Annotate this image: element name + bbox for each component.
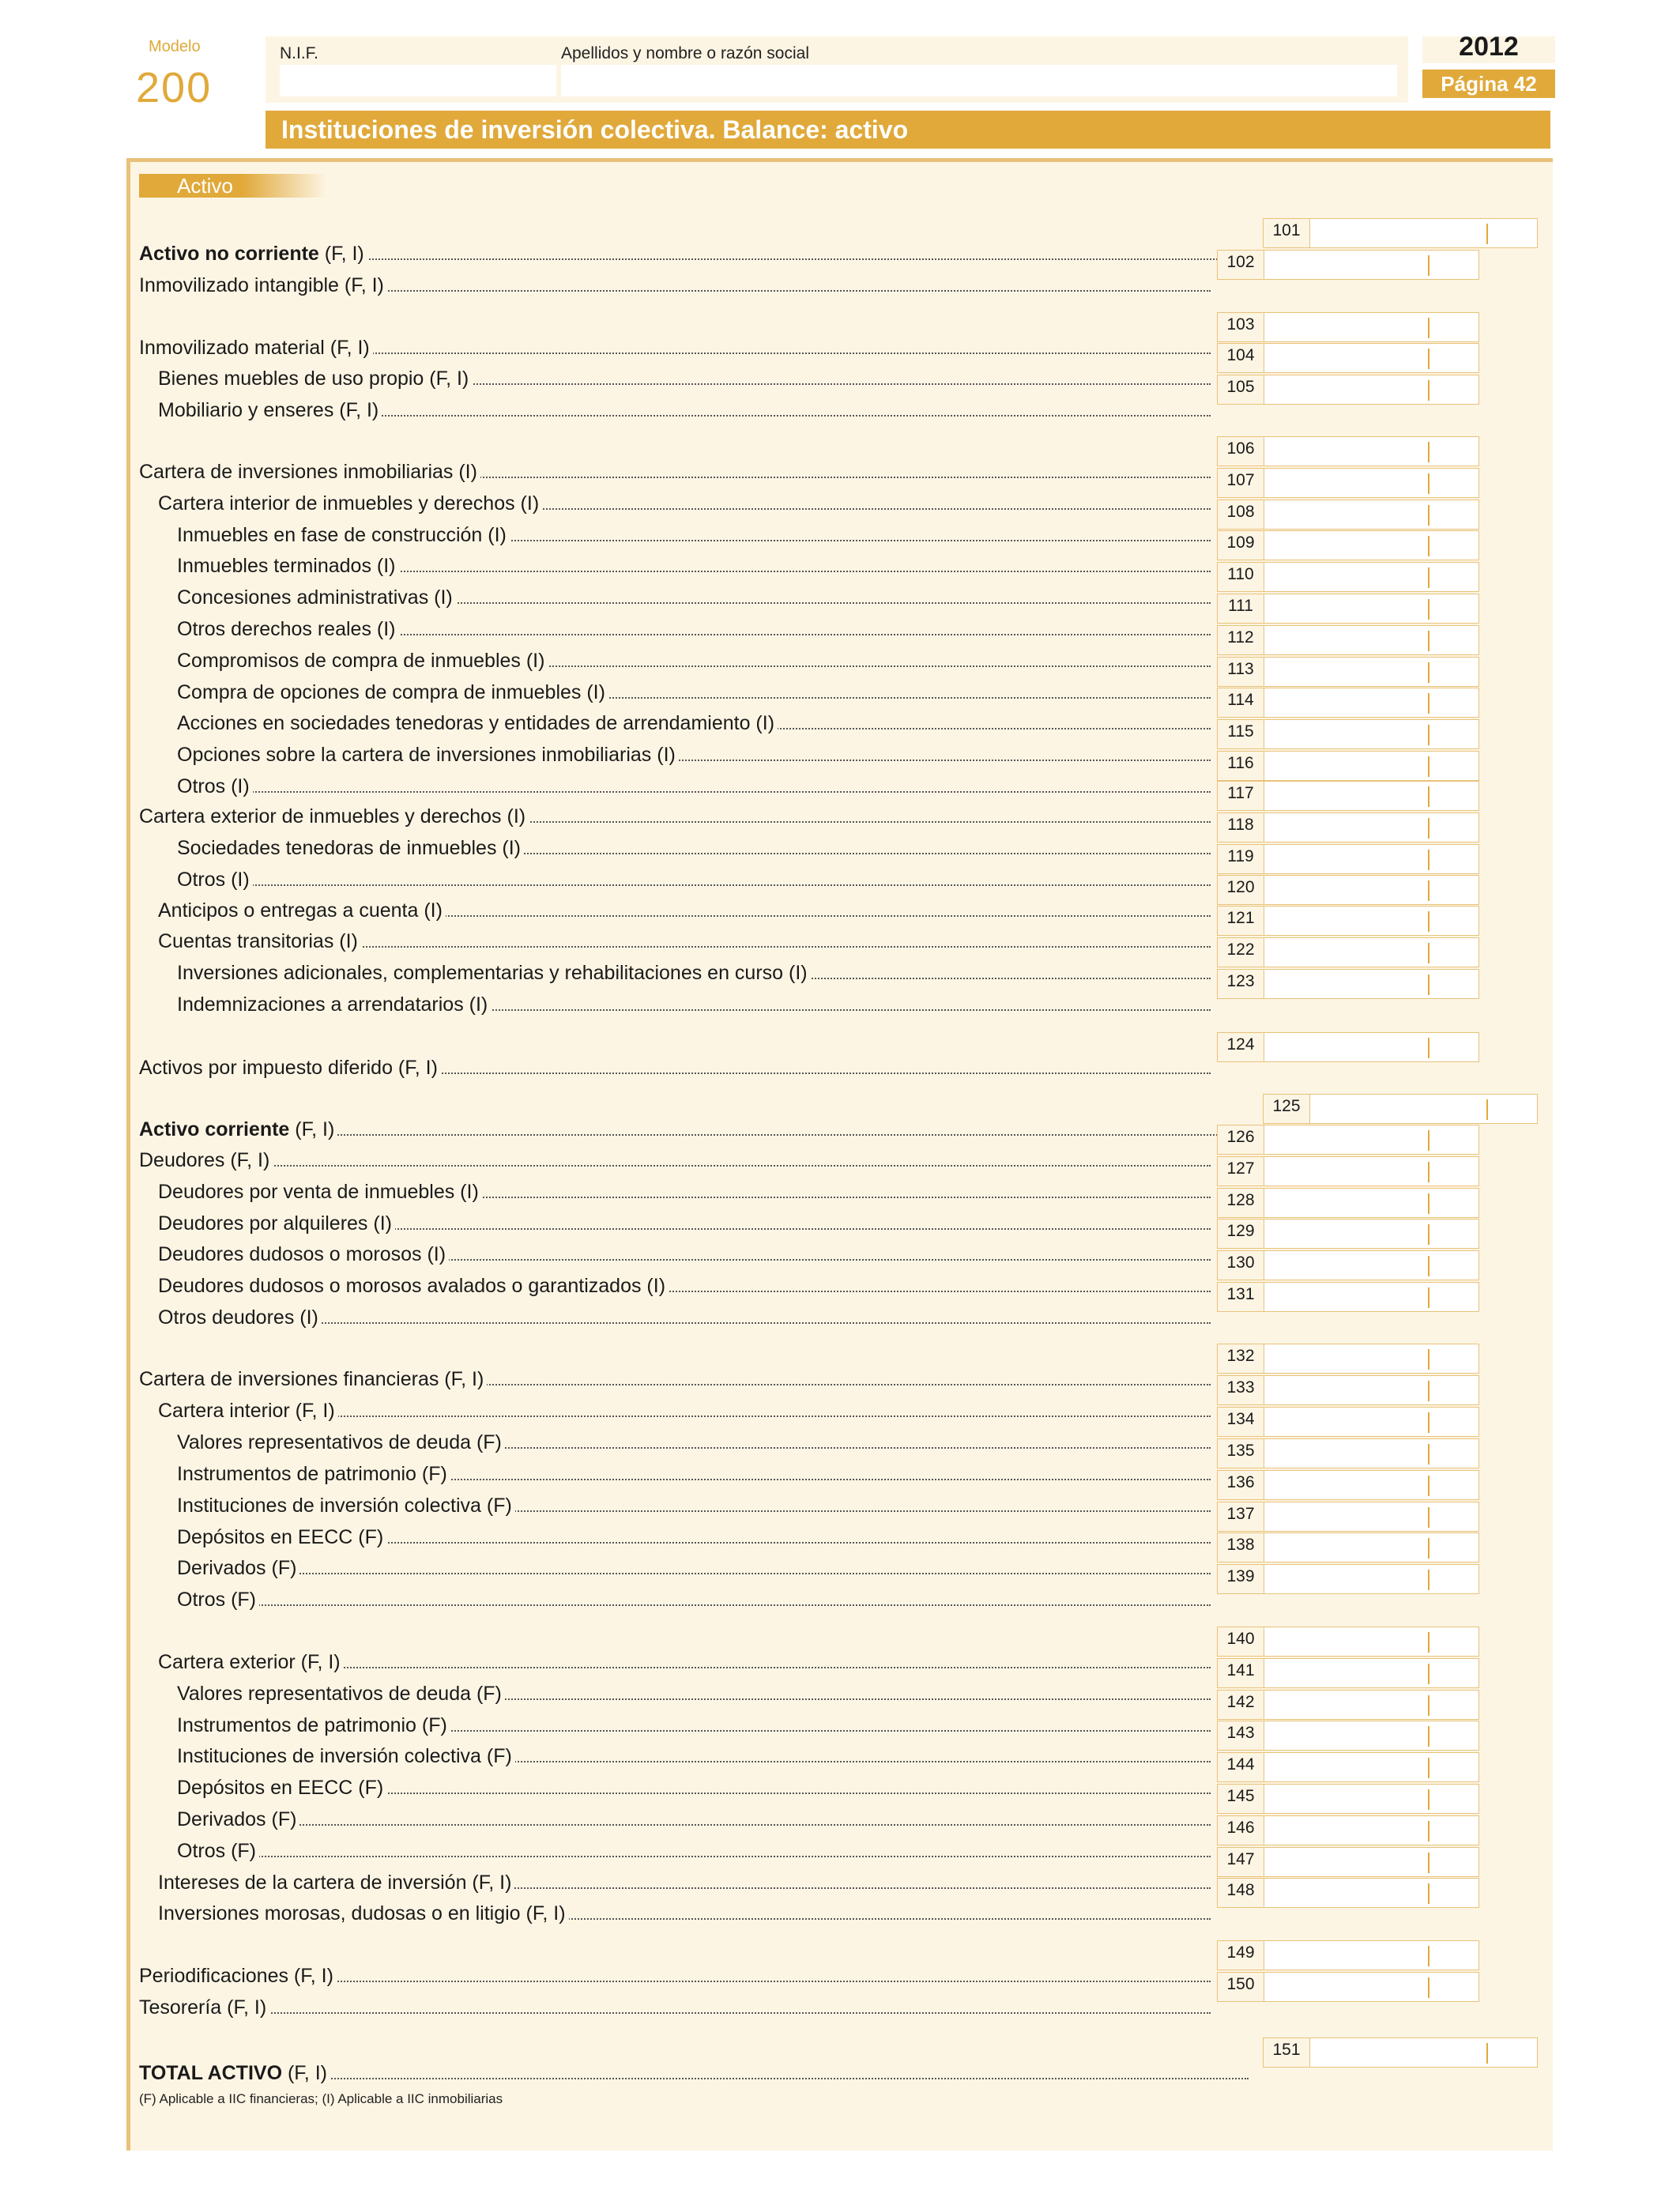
row-label-text: Intereses de la cartera de inversión (F, I) — [158, 1872, 512, 1894]
amount-field[interactable] — [1217, 312, 1479, 342]
row-label-text: Inmuebles terminados (I) — [177, 555, 396, 577]
box-code: 120 — [1218, 876, 1264, 904]
row-label — [158, 1650, 1211, 1674]
box-code: 104 — [1218, 344, 1264, 372]
box-code: 151 — [1264, 2038, 1310, 2067]
row-label-text: Otros (I) — [177, 869, 250, 891]
decimal-separator — [1428, 756, 1430, 777]
row-label-text: Otros derechos reales (I) — [177, 618, 396, 640]
nif-label: N.I.F. — [280, 44, 319, 62]
amount-field[interactable] — [1217, 1156, 1479, 1186]
row-label-text: Valores representativos de deuda (F) — [177, 1431, 502, 1453]
decimal-separator — [1428, 473, 1430, 494]
footnote: (F) Aplicable a IIC financieras; (I) Aplicable a IIC inmobiliarias — [139, 2091, 503, 2106]
decimal-separator — [1428, 1695, 1430, 1716]
row-label-text: Deudores dudosos o morosos avalados o garantizados (I) — [158, 1275, 666, 1297]
box-code: 116 — [1218, 752, 1264, 780]
decimal-separator — [1486, 224, 1488, 244]
row-label — [177, 961, 1211, 985]
decimal-separator — [1428, 599, 1430, 620]
row-label-text: Instrumentos de patrimonio (F) — [177, 1714, 447, 1736]
amount-field[interactable] — [1217, 468, 1479, 498]
box-code: 126 — [1218, 1125, 1264, 1154]
decimal-separator — [1428, 1256, 1430, 1276]
box-code: 101 — [1264, 219, 1310, 247]
amount-field[interactable] — [1217, 1532, 1479, 1563]
box-code: 114 — [1218, 688, 1264, 717]
decimal-separator — [1428, 1632, 1430, 1653]
box-code: 137 — [1218, 1502, 1264, 1531]
decimal-separator — [1428, 880, 1430, 901]
row-label-text: Deudores por venta de inmuebles (I) — [158, 1181, 479, 1203]
row-label — [158, 1180, 1211, 1204]
amount-field[interactable] — [1217, 781, 1479, 811]
row-label-text: Mobiliario y enseres (F, I) — [158, 399, 379, 421]
box-code: 112 — [1218, 626, 1264, 654]
row-label — [139, 460, 1211, 484]
row-label — [158, 367, 1211, 390]
box-code: 143 — [1218, 1721, 1264, 1750]
row-label-text: Cuentas transitorias (I) — [158, 930, 358, 952]
amount-field[interactable] — [1217, 1815, 1479, 1845]
amount-field[interactable] — [1217, 1250, 1479, 1280]
box-code: 140 — [1218, 1627, 1264, 1656]
amount-field[interactable] — [1217, 1627, 1479, 1657]
box-code: 124 — [1218, 1033, 1264, 1061]
row-label — [177, 649, 1211, 673]
row-label-text: Compra de opciones de compra de inmuebles (I) — [177, 681, 605, 703]
row-label — [177, 1808, 1211, 1831]
amount-field[interactable] — [1217, 1502, 1479, 1532]
name-label: Apellidos y nombre o razón social — [561, 44, 809, 62]
decimal-separator — [1428, 911, 1430, 932]
amount-field[interactable] — [1217, 969, 1479, 999]
row-label — [158, 1212, 1211, 1235]
decimal-separator — [1428, 1883, 1430, 1904]
row-label — [177, 1494, 1211, 1517]
row-label — [158, 929, 1211, 953]
year-text: 2012 — [1459, 32, 1519, 62]
page-badge: Página 42 — [1422, 70, 1555, 98]
box-code: 110 — [1218, 563, 1264, 591]
row-label-suffix: (F, I) — [289, 1118, 335, 1140]
row-label-text: Otros (F) — [177, 1589, 256, 1611]
row-label — [177, 836, 1211, 860]
box-code: 150 — [1218, 1973, 1264, 2001]
row-label — [177, 711, 1211, 735]
row-label — [158, 1274, 1211, 1298]
row-label-text: Cartera de inversiones inmobiliarias (I) — [139, 461, 477, 483]
amount-field[interactable] — [1217, 594, 1479, 624]
decimal-separator — [1428, 380, 1430, 401]
row-label-text: Depósitos en EECC (F) — [177, 1777, 384, 1799]
row-label-text: Bienes muebles de uso propio (F, I) — [158, 368, 469, 390]
decimal-separator — [1428, 1224, 1430, 1245]
row-label — [158, 899, 1211, 922]
decimal-separator — [1486, 2043, 1488, 2064]
row-label — [139, 242, 1249, 266]
row-label-text: Inmovilizado material (F, I) — [139, 337, 370, 359]
decimal-separator — [1428, 255, 1430, 276]
box-code: 103 — [1218, 313, 1264, 341]
decimal-separator — [1428, 631, 1430, 651]
amount-field[interactable] — [1217, 1784, 1479, 1814]
row-label-suffix: (F, I) — [282, 2062, 327, 2084]
amount-field[interactable] — [1217, 1344, 1479, 1374]
row-label-text: Otros deudores (I) — [158, 1306, 318, 1329]
row-label-text: Activo corriente — [139, 1118, 290, 1140]
amount-field[interactable] — [1217, 1219, 1479, 1249]
box-code: 133 — [1218, 1376, 1264, 1404]
amount-field[interactable] — [1217, 844, 1479, 874]
decimal-separator — [1428, 567, 1430, 588]
row-label-text: Compromisos de compra de inmuebles (I) — [177, 650, 545, 672]
box-code: 128 — [1218, 1189, 1264, 1217]
row-label — [158, 398, 1211, 422]
row-label-text: Deudores (F, I) — [139, 1149, 270, 1171]
decimal-separator — [1428, 1507, 1430, 1528]
box-code: 139 — [1218, 1565, 1264, 1593]
decimal-separator — [1428, 1287, 1430, 1308]
row-label-text: Indemnizaciones a arrendatarios (I) — [177, 993, 488, 1016]
amount-field[interactable] — [1217, 1658, 1479, 1688]
box-code: 119 — [1218, 845, 1264, 873]
modelo-label: Modelo — [149, 38, 201, 55]
row-label-text: Activos por impuesto diferido (F, I) — [139, 1057, 438, 1079]
decimal-separator — [1428, 1444, 1430, 1465]
amount-field[interactable] — [1217, 937, 1479, 967]
row-label — [177, 1431, 1211, 1454]
box-code: 105 — [1218, 375, 1264, 404]
amount-field[interactable] — [1217, 1125, 1479, 1155]
row-label-text: Valores representativos de deuda (F) — [177, 1683, 502, 1705]
amount-field[interactable] — [1217, 436, 1479, 466]
row-label-text: Instrumentos de patrimonio (F) — [177, 1463, 447, 1485]
row-label-text: Cartera exterior de inmuebles y derechos (I) — [139, 805, 526, 827]
row-label — [139, 1148, 1211, 1172]
row-label-suffix: (F, I) — [318, 243, 364, 265]
row-label-text: Inmovilizado intangible (F, I) — [139, 274, 384, 296]
amount-field[interactable] — [1217, 688, 1479, 718]
amount-field[interactable] — [1217, 906, 1479, 936]
amount-field[interactable] — [1217, 499, 1479, 530]
decimal-separator — [1428, 725, 1430, 745]
amount-field[interactable] — [1217, 1407, 1479, 1437]
box-code: 132 — [1218, 1344, 1264, 1373]
decimal-separator — [1428, 1853, 1430, 1873]
box-code: 123 — [1218, 970, 1264, 998]
row-label — [158, 1902, 1211, 1925]
row-label-text: Concesiones administrativas (I) — [177, 586, 453, 609]
row-label-text: Depósitos en EECC (F) — [177, 1526, 384, 1548]
row-label-text: Cartera exterior (F, I) — [158, 1651, 341, 1673]
amount-field[interactable] — [1217, 375, 1479, 405]
amount-field[interactable] — [1217, 1847, 1479, 1877]
amount-field[interactable] — [1217, 1282, 1479, 1312]
row-label — [177, 743, 1211, 767]
row-label — [139, 2061, 1249, 2085]
decimal-separator — [1428, 349, 1430, 369]
row-label-text: Derivados (F) — [177, 1808, 297, 1830]
decimal-separator — [1428, 943, 1430, 963]
row-label — [177, 617, 1211, 641]
row-label — [139, 805, 1211, 828]
amount-field[interactable] — [1217, 751, 1479, 781]
box-code: 134 — [1218, 1408, 1264, 1436]
row-label — [158, 1306, 1211, 1329]
box-code: 115 — [1218, 720, 1264, 748]
box-code: 108 — [1218, 500, 1264, 529]
page-title: Instituciones de inversión colectiva. Balance: activo — [281, 115, 909, 144]
decimal-separator — [1428, 1162, 1430, 1182]
box-code: 131 — [1218, 1283, 1264, 1311]
box-code: 102 — [1218, 251, 1264, 279]
box-code: 147 — [1218, 1848, 1264, 1876]
amount-field[interactable] — [1217, 812, 1479, 843]
row-label-text: Otros (F) — [177, 1840, 256, 1862]
decimal-separator — [1428, 850, 1430, 870]
box-code: 122 — [1218, 938, 1264, 967]
amount-field[interactable] — [1217, 1470, 1479, 1500]
section-tab-activo: Activo — [139, 174, 327, 198]
row-label-text: Cartera interior de inmuebles y derechos (I) — [158, 492, 540, 515]
row-label-text: Instituciones de inversión colectiva (F) — [177, 1745, 512, 1767]
row-label-text: Activo no corriente — [139, 243, 319, 265]
row-label — [139, 1056, 1211, 1080]
decimal-separator — [1428, 1476, 1430, 1496]
box-code: 149 — [1218, 1941, 1264, 1970]
amount-field[interactable] — [1217, 657, 1479, 687]
decimal-separator — [1428, 693, 1430, 714]
box-code: 109 — [1218, 531, 1264, 560]
amount-field[interactable] — [1217, 1878, 1479, 1908]
row-label — [177, 1744, 1211, 1768]
amount-field[interactable] — [1217, 1690, 1479, 1720]
row-label-text: Cartera interior (F, I) — [158, 1400, 335, 1422]
row-label — [177, 868, 1211, 892]
row-label — [158, 1399, 1211, 1423]
decimal-separator — [1428, 818, 1430, 839]
row-label — [177, 1776, 1211, 1800]
row-label-text: Sociedades tenedoras de inmuebles (I) — [177, 837, 521, 859]
decimal-separator — [1428, 442, 1430, 462]
box-code: 107 — [1218, 469, 1264, 497]
row-label — [177, 680, 1211, 704]
decimal-separator — [1486, 1099, 1488, 1120]
box-code: 106 — [1218, 437, 1264, 466]
box-code: 144 — [1218, 1753, 1264, 1781]
decimal-separator — [1428, 1570, 1430, 1590]
row-label — [177, 1682, 1211, 1706]
row-label — [177, 775, 1211, 798]
decimal-separator — [1428, 662, 1430, 683]
decimal-separator — [1428, 1381, 1430, 1401]
box-code: 146 — [1218, 1816, 1264, 1845]
decimal-separator — [1428, 1193, 1430, 1214]
row-label — [139, 1996, 1211, 2019]
box-code: 136 — [1218, 1471, 1264, 1499]
row-label — [158, 492, 1211, 515]
amount-field[interactable] — [1217, 1032, 1479, 1062]
box-code: 145 — [1218, 1785, 1264, 1813]
row-label — [139, 336, 1211, 360]
box-code: 141 — [1218, 1659, 1264, 1687]
decimal-separator — [1428, 1538, 1430, 1559]
row-label — [158, 1242, 1211, 1266]
row-label — [177, 554, 1211, 578]
amount-field[interactable] — [1217, 250, 1479, 280]
box-code: 121 — [1218, 907, 1264, 935]
row-label — [158, 1871, 1211, 1894]
row-label-text: Periodificaciones (F, I) — [139, 1965, 333, 1987]
box-code: 142 — [1218, 1691, 1264, 1719]
amount-field[interactable] — [1217, 1972, 1479, 2002]
row-label-text: Otros (I) — [177, 775, 250, 797]
row-label-text: Deudores por alquileres (I) — [158, 1212, 392, 1235]
decimal-separator — [1428, 536, 1430, 556]
row-label-text: Deudores dudosos o morosos (I) — [158, 1243, 446, 1265]
row-label-text: Anticipos o entregas a cuenta (I) — [158, 899, 443, 922]
decimal-separator — [1428, 974, 1430, 995]
decimal-separator — [1428, 786, 1430, 807]
box-code: 111 — [1218, 594, 1264, 623]
decimal-separator — [1428, 1038, 1430, 1058]
box-code: 138 — [1218, 1533, 1264, 1562]
box-code: 130 — [1218, 1251, 1264, 1280]
amount-field[interactable] — [1263, 218, 1538, 248]
row-label-text: Inversiones morosas, dudosas o en litigio (F, I) — [158, 1902, 566, 1924]
box-code: 118 — [1218, 813, 1264, 842]
row-label — [177, 1839, 1211, 1863]
decimal-separator — [1428, 1664, 1430, 1684]
box-code: 125 — [1264, 1095, 1310, 1123]
box-code: 117 — [1218, 782, 1264, 810]
row-label-text: Inversiones adicionales, complementarias y rehabilitaciones en curso (I) — [177, 962, 808, 984]
nif-field[interactable] — [280, 65, 556, 96]
decimal-separator — [1428, 318, 1430, 338]
amount-field[interactable] — [1217, 719, 1479, 749]
row-label-text: Cartera de inversiones financieras (F, I) — [139, 1368, 484, 1390]
decimal-separator — [1428, 505, 1430, 526]
row-label — [177, 1462, 1211, 1486]
name-field[interactable] — [561, 65, 1397, 96]
row-label — [177, 1556, 1211, 1580]
row-label — [177, 1713, 1211, 1737]
amount-field[interactable] — [1217, 1188, 1479, 1218]
box-code: 129 — [1218, 1220, 1264, 1248]
decimal-separator — [1428, 1977, 1430, 1998]
box-code: 135 — [1218, 1439, 1264, 1468]
modelo-number: 200 — [136, 64, 213, 111]
row-label-text: TOTAL ACTIVO — [139, 2062, 283, 2084]
decimal-separator — [1428, 1821, 1430, 1842]
row-label — [139, 1964, 1211, 1988]
row-label — [177, 993, 1211, 1016]
row-label-text: Derivados (F) — [177, 1557, 297, 1579]
amount-field[interactable] — [1263, 1094, 1538, 1124]
box-code: 113 — [1218, 658, 1264, 686]
row-label — [177, 1525, 1211, 1549]
amount-field[interactable] — [1217, 625, 1479, 655]
row-label — [177, 523, 1211, 547]
amount-field[interactable] — [1217, 1375, 1479, 1405]
decimal-separator — [1428, 1726, 1430, 1747]
header-fields — [266, 36, 1408, 103]
row-label-text: Inmuebles en fase de construcción (I) — [177, 524, 507, 546]
row-label-text: Instituciones de inversión colectiva (F) — [177, 1495, 512, 1517]
row-label — [139, 273, 1211, 297]
decimal-separator — [1428, 1789, 1430, 1810]
row-label-text: Tesorería (F, I) — [139, 1996, 267, 2019]
amount-field[interactable] — [1217, 1721, 1479, 1751]
decimal-separator — [1428, 1946, 1430, 1966]
box-code: 148 — [1218, 1879, 1264, 1907]
amount-field[interactable] — [1217, 1564, 1479, 1594]
row-label-text: Opciones sobre la cartera de inversiones inmobiliarias (I) — [177, 744, 676, 766]
amount-field[interactable] — [1217, 875, 1479, 905]
amount-field[interactable] — [1217, 1438, 1479, 1468]
row-label-text: Acciones en sociedades tenedoras y entidades de arrendamiento (I) — [177, 712, 775, 734]
decimal-separator — [1428, 1758, 1430, 1778]
row-label — [177, 586, 1211, 609]
decimal-separator — [1428, 1412, 1430, 1433]
row-label — [177, 1588, 1211, 1612]
row-label — [139, 1367, 1211, 1391]
amount-field[interactable] — [1217, 343, 1479, 373]
amount-field[interactable] — [1263, 2038, 1538, 2068]
amount-field[interactable] — [1217, 530, 1479, 560]
amount-field[interactable] — [1217, 1940, 1479, 1970]
decimal-separator — [1428, 1130, 1430, 1151]
decimal-separator — [1428, 1349, 1430, 1370]
box-code: 127 — [1218, 1157, 1264, 1186]
row-label — [139, 1118, 1249, 1141]
amount-field[interactable] — [1217, 1752, 1479, 1782]
amount-field[interactable] — [1217, 562, 1479, 592]
